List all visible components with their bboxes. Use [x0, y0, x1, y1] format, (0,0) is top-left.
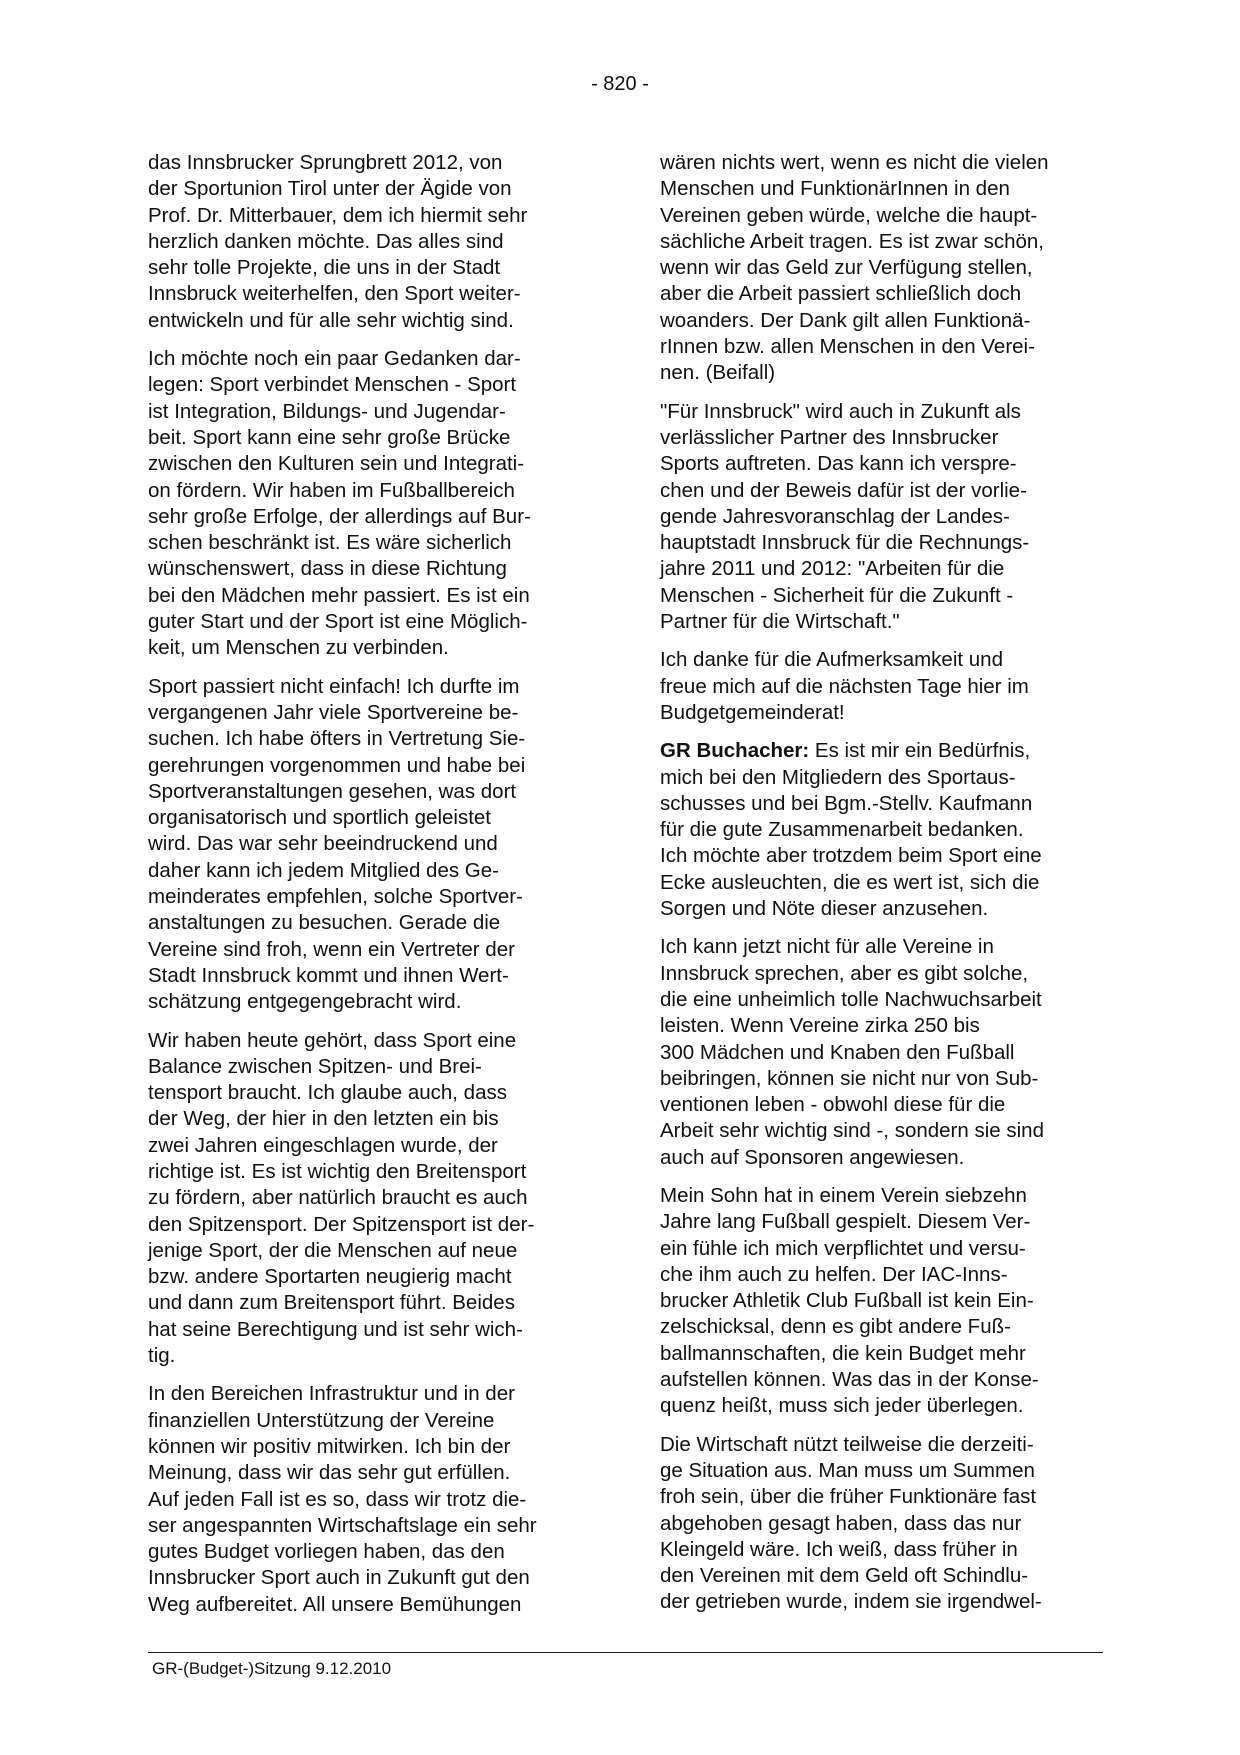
text-line: abgehoben gesagt haben, dass das nur — [660, 1511, 1022, 1535]
text-line: für die gute Zusammenarbeit bedanken. — [660, 818, 1024, 842]
text-line: Wir haben heute gehört, dass Sport eine — [148, 1028, 517, 1052]
text-line: brucker Athletik Club Fußball ist kein Ein- — [660, 1289, 1034, 1313]
text-line — [660, 738, 1105, 764]
text-line: chen und der Beweis dafür ist der vorlie- — [660, 478, 1027, 502]
text-line: Weg aufbereitet. All unsere Bemühungen — [148, 1592, 522, 1616]
text-line: Sports auftreten. Das kann ich verspre- — [660, 452, 1017, 476]
text-line: zwischen den Kulturen sein und Integrati- — [148, 452, 525, 476]
text-line: richtige ist. Es ist wichtig den Breitensport — [148, 1159, 527, 1183]
paragraph — [660, 1183, 1105, 1420]
text-line: Balance zwischen Spitzen- und Brei- — [148, 1054, 482, 1078]
text-line: ge Situation aus. Man muss um Summen — [660, 1458, 1035, 1482]
text-line: Ich danke für die Aufmerksamkeit und — [660, 648, 1003, 672]
paragraph — [148, 1381, 593, 1618]
text-line: ventionen leben - obwohl diese für die — [660, 1093, 1006, 1117]
text-line: jahre 2011 und 2012: "Arbeiten für die — [660, 557, 1005, 581]
right-column — [660, 150, 1105, 1628]
page-number: - 820 - — [591, 73, 649, 95]
speaker-name: GR Buchacher: — [660, 739, 810, 763]
text-line: mich bei den Mitgliedern des Sportaus- — [660, 765, 1016, 789]
text-line: der Weg, der hier in den letzten ein bis — [148, 1107, 499, 1131]
text-line: Innsbrucker Sport auch in Zukunft gut den — [148, 1566, 530, 1590]
footer-session-label: GR-(Budget-)Sitzung 9.12.2010 — [152, 1659, 392, 1678]
text-line: Die Wirtschaft nützt teilweise die derzeiti- — [660, 1432, 1034, 1456]
paragraph — [148, 346, 593, 662]
paragraph — [660, 647, 1105, 726]
text-line: den Spitzensport. Der Spitzensport ist der- — [148, 1212, 535, 1236]
text-line: leisten. Wenn Vereine zirka 250 bis — [660, 1014, 980, 1038]
text-line: Kleingeld wäre. Ich weiß, dass früher in — [660, 1537, 1018, 1561]
text-line: finanziellen Unterstützung der Vereine — [148, 1408, 495, 1432]
text-line: keit, um Menschen zu verbinden. — [148, 636, 449, 660]
text-line: zwei Jahren eingeschlagen wurde, der — [148, 1133, 498, 1157]
paragraph — [148, 1028, 593, 1370]
text-line: aufstellen können. Was das in der Konse- — [660, 1368, 1039, 1392]
text-line: Budgetgemeinderat! — [660, 700, 845, 724]
text-line: Innsbruck sprechen, aber es gibt solche, — [660, 961, 1029, 985]
text-line: vergangenen Jahr viele Sportvereine be- — [148, 700, 519, 724]
text-line: tig. — [148, 1344, 176, 1368]
text-line: quenz heißt, muss sich jeder überlegen. — [660, 1394, 1024, 1418]
text-line: schätzung entgegengebracht wird. — [148, 990, 462, 1014]
text-line: sächliche Arbeit tragen. Es ist zwar schön, — [660, 229, 1044, 253]
text-line: Meinung, dass wir das sehr gut erfüllen. — [148, 1461, 511, 1485]
text-line: entwickeln und für alle sehr wichtig sind. — [148, 308, 514, 332]
text-line: Menschen und FunktionärInnen in den — [660, 177, 1010, 201]
text-line: beit. Sport kann eine sehr große Brücke — [148, 425, 511, 449]
text-line: suchen. Ich habe öfters in Vertretung Sie- — [148, 727, 526, 751]
text-line: rInnen bzw. allen Menschen in den Verei- — [660, 335, 1035, 359]
text-line: Sportveranstaltungen gesehen, was dort — [148, 779, 517, 803]
text-line: ein fühle ich mich verpflichtet und versu- — [660, 1236, 1026, 1260]
text-line: Prof. Dr. Mitterbauer, dem ich hiermit sehr — [148, 203, 528, 227]
text-line: hauptstadt Innsbruck für die Rechnungs- — [660, 531, 1030, 555]
text-line: schen beschränkt ist. Es wäre sicherlich — [148, 531, 512, 555]
paragraph — [660, 934, 1105, 1171]
text-line: ballmannschaften, die kein Budget mehr — [660, 1341, 1026, 1365]
text-line: und dann zum Breitensport führt. Beides — [148, 1291, 515, 1315]
text-line: können wir positiv mitwirken. Ich bin der — [148, 1434, 511, 1458]
text-line: Stadt Innsbruck kommt und ihnen Wert- — [148, 963, 509, 987]
text-line: che ihm auch zu helfen. Der IAC-Inns- — [660, 1262, 1008, 1286]
text-line: Jahre lang Fußball gespielt. Diesem Ver- — [660, 1210, 1031, 1234]
text-line: froh sein, über die früher Funktionäre fast — [660, 1485, 1037, 1509]
paragraph — [660, 399, 1105, 636]
text-line: Ich möchte noch ein paar Gedanken dar- — [148, 347, 521, 371]
text-line: verlässlicher Partner des Innsbrucker — [660, 425, 999, 449]
text-line: Vereinen geben würde, welche die haupt- — [660, 203, 1038, 227]
paragraph — [660, 1432, 1105, 1616]
text-line: Auf jeden Fall ist es so, dass wir trotz die- — [148, 1487, 527, 1511]
text-line: das Innsbrucker Sprungbrett 2012, von — [148, 151, 503, 174]
text-line: tensport braucht. Ich glaube auch, dass — [148, 1081, 507, 1105]
text-line: wenn wir das Geld zur Verfügung stellen, — [660, 256, 1033, 280]
text-line: gerehrungen vorgenommen und habe bei — [148, 753, 526, 777]
text-line: beibringen, können sie nicht nur von Sub- — [660, 1066, 1039, 1090]
text-line: hat seine Berechtigung und ist sehr wich- — [148, 1317, 523, 1341]
text-line: Menschen - Sicherheit für die Zukunft - — [660, 583, 1014, 607]
text-line: anstaltungen zu besuchen. Gerade die — [148, 911, 501, 935]
text-line: ser angespannten Wirtschaftslage ein sehr — [148, 1513, 537, 1537]
text-line: jenige Sport, der die Menschen auf neue — [148, 1238, 518, 1262]
footer-divider — [148, 1652, 1103, 1653]
text-line: on fördern. Wir haben im Fußballbereich — [148, 478, 515, 502]
text-line: sehr tolle Projekte, die uns in der Stadt — [148, 256, 501, 280]
text-line: In den Bereichen Infrastruktur und in der — [148, 1382, 515, 1406]
text-line: Innsbruck weiterhelfen, den Sport weiter- — [148, 282, 521, 306]
paragraph — [660, 150, 1105, 387]
text-line: herzlich danken möchte. Das alles sind — [148, 229, 504, 253]
text-line: Mein Sohn hat in einem Verein siebzehn — [660, 1183, 1027, 1207]
text-line: "Für Innsbruck" wird auch in Zukunft als — [660, 399, 1021, 423]
paragraph — [148, 674, 593, 1016]
text-line: zelschicksal, denn es gibt andere Fuß- — [660, 1315, 1011, 1339]
text-line: Ich möchte aber trotzdem beim Sport eine — [660, 844, 1042, 868]
text-line: Ich kann jetzt nicht für alle Vereine in — [660, 935, 994, 959]
text-line: woanders. Der Dank gilt allen Funktionä- — [660, 308, 1031, 332]
text-line: bzw. andere Sportarten neugierig macht — [148, 1265, 512, 1289]
text-line: gende Jahresvoranschlag der Landes- — [660, 504, 1010, 528]
text-line: aber die Arbeit passiert schließlich doch — [660, 282, 1022, 306]
text-line: Arbeit sehr wichtig sind -, sondern sie sind — [660, 1119, 1044, 1143]
paragraph — [148, 150, 593, 334]
speaker-paragraph — [660, 738, 1105, 922]
text-line: wird. Das war sehr beeindruckend und — [148, 832, 498, 856]
text-line: der getrieben wurde, indem sie irgendwel- — [660, 1590, 1042, 1614]
text-line: legen: Sport verbindet Menschen - Sport — [148, 373, 517, 397]
text-line: gutes Budget vorliegen haben, das den — [148, 1540, 505, 1564]
text-line: Sport passiert nicht einfach! Ich durfte im — [148, 674, 520, 698]
text-line: ist Integration, Bildungs- und Jugendar- — [148, 399, 506, 423]
left-column — [148, 150, 593, 1630]
text-line: zu fördern, aber natürlich braucht es auch — [148, 1186, 528, 1210]
text-line: wünschenswert, dass in diese Richtung — [148, 557, 507, 581]
text-line: die eine unheimlich tolle Nachwuchsarbeit — [660, 987, 1042, 1011]
speaker-intro-text: Es ist mir ein Bedürfnis, — [809, 739, 1031, 763]
text-line: der Sportunion Tirol unter der Ägide von — [148, 177, 512, 201]
text-line: sehr große Erfolge, der allerdings auf Bur- — [148, 504, 531, 528]
text-line: auch auf Sponsoren angewiesen. — [660, 1145, 965, 1169]
text-line: schusses und bei Bgm.-Stellv. Kaufmann — [660, 791, 1033, 815]
text-line: bei den Mädchen mehr passiert. Es ist ein — [148, 583, 530, 607]
text-line: nen. (Beifall) — [660, 361, 776, 385]
text-line: den Vereinen mit dem Geld oft Schindlu- — [660, 1564, 1029, 1588]
text-line: wären nichts wert, wenn es nicht die vielen — [660, 151, 1049, 174]
text-line: organisatorisch und sportlich geleistet — [148, 806, 491, 830]
text-line: Sorgen und Nöte dieser anzusehen. — [660, 897, 989, 921]
text-line: Partner für die Wirtschaft." — [660, 610, 900, 634]
text-line: meinderates empfehlen, solche Sportver- — [148, 885, 523, 909]
text-line: 300 Mädchen und Knaben den Fußball — [660, 1040, 1015, 1064]
text-line: daher kann ich jedem Mitglied des Ge- — [148, 858, 499, 882]
text-line: Ecke ausleuchten, die es wert ist, sich die — [660, 870, 1040, 894]
text-line: freue mich auf die nächsten Tage hier im — [660, 674, 1029, 698]
text-line: Vereine sind froh, wenn ein Vertreter der — [148, 937, 515, 961]
text-line: guter Start und der Sport ist eine Möglich- — [148, 610, 528, 634]
